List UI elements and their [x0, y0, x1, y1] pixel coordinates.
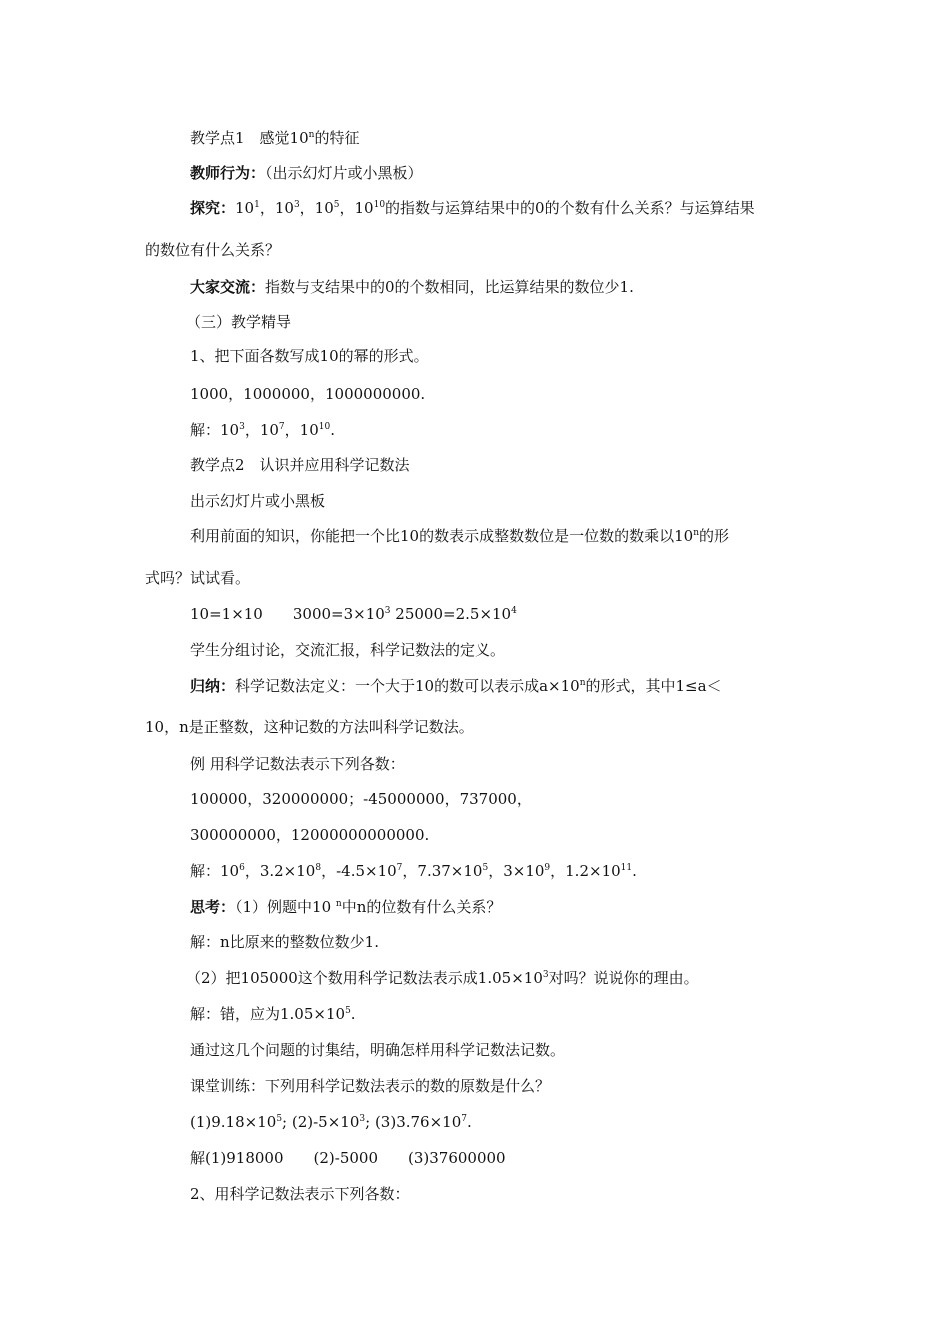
exercise-2-prompt: 2、用科学记数法表示下列各数： — [190, 1185, 410, 1203]
example-prompt: 例 用科学记数法表示下列各数： — [190, 755, 405, 773]
exercise-1-numbers: 1000，1000000，1000000000. — [190, 385, 426, 403]
class-training-answer: 解(1)918000 (2)-5000 (3)37600000 — [190, 1149, 506, 1167]
teacher-action-line: 教师行为：（出示幻灯片或小黑板） — [190, 164, 423, 182]
class-training-prompt: 课堂训练：下列用科学记数法表示的数的原数是什么？ — [190, 1077, 551, 1095]
explore-line: 探究：$10^1$，$10^3$，$10^5$，$10^{10}$的指数与运算结果中的0的个数有什么关系？与运算结果 — [190, 199, 755, 217]
example-answer: 解：$10^6$，$3.2\times 10^8$，$-4.5\times 10^7$，$7.37\times 10^5$，$3\times 10^9$，$1.2\times 10^{11}$. — [190, 862, 637, 880]
discussion-line: 大家交流：指数与支结果中的0的个数相同，比运算结果的数位少1. — [190, 278, 634, 296]
explore-line-continued: 的数位有什么关系？ — [145, 241, 281, 259]
question-line: 利用前面的知识，你能把一个比10的数表示成整数数位是一位数的数乘以10$^n$的形 — [190, 527, 729, 545]
summary-line-continued: 10，n是正整数，这种记数的方法叫科学记数法。 — [145, 718, 474, 736]
conclusion-line: 通过这几个问题的讨集结，明确怎样用科学记数法记数。 — [190, 1041, 566, 1059]
exercise-1-answer: 解：$10^3$，$10^7$，$10^{10}$. — [190, 421, 335, 439]
example-numbers-2: 300000000，12000000000000. — [190, 826, 430, 844]
question-line-continued: 式吗？试试看。 — [145, 569, 251, 587]
think-question-1: 思考：（1）例题中10 $^n$中n的位数有什么关系？ — [190, 898, 502, 916]
group-discussion-line: 学生分组讨论，交流汇报，科学记数法的定义。 — [190, 641, 506, 659]
section-heading: （三）教学精导 — [186, 313, 292, 331]
summary-line: 归纳：科学记数法定义：一个大于10的数可以表示成$a\times 10^n$的形式，其中1≤a＜ — [190, 677, 722, 695]
think-answer-2: 解：错，应为$1.05\times 10^5$. — [190, 1005, 356, 1023]
examples-line: 10=1×10 $3000=3\times 10^3$ $25000=2.5\times 10^4$ — [190, 605, 517, 623]
show-slide-line: 出示幻灯片或小黑板 — [190, 492, 326, 510]
teaching-point-2-heading: 教学点2 认识并应用科学记数法 — [190, 456, 410, 474]
class-training-items: $(1)9.18\times 10^5$; $(2)-5\times 10^3$; $(3)3.76\times 10^7$. — [190, 1113, 472, 1131]
exercise-1-prompt: 1、把下面各数写成10的幂的形式。 — [190, 347, 429, 365]
teaching-point-1-heading: 教学点1 感觉10$^n$的特征 — [190, 129, 360, 147]
think-answer-1: 解：n比原来的整数位数少1. — [190, 933, 379, 951]
example-numbers-1: 100000，320000000；-45000000，737000， — [190, 790, 532, 808]
think-question-2: （2）把105000这个数用科学记数法表示成$1.05\times 10^3$对吗？说说你的理由。 — [186, 969, 699, 987]
